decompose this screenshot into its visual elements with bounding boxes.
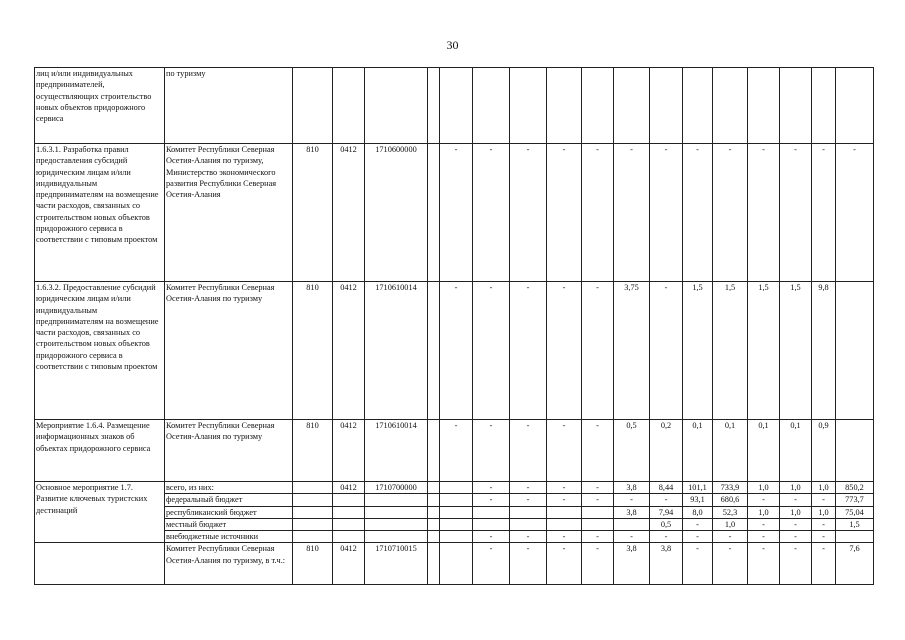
grbs-cell — [293, 531, 333, 543]
program-table — [34, 67, 874, 585]
value-cell: 0,2 — [650, 420, 683, 482]
csr-cell: 1710610014 — [365, 420, 428, 482]
value-cell: - — [547, 144, 582, 282]
value-cell — [440, 518, 473, 530]
spacer-cell — [428, 144, 440, 282]
executor-cell: по туризму — [165, 68, 293, 144]
value-cell: 1,5 — [780, 282, 812, 420]
executor-cell: внебюджетные источники — [165, 531, 293, 543]
rzpr-cell: 0412 — [333, 420, 365, 482]
value-cell: 0,1 — [683, 420, 713, 482]
value-cell: 8,0 — [683, 506, 713, 518]
value-cell: - — [510, 543, 547, 585]
value-cell — [836, 531, 874, 543]
value-cell: - — [510, 531, 547, 543]
value-cell: 52,3 — [713, 506, 748, 518]
value-cell — [440, 494, 473, 506]
value-cell — [547, 518, 582, 530]
value-cell: - — [780, 144, 812, 282]
value-cell: - — [650, 494, 683, 506]
value-cell — [440, 482, 473, 494]
table-row — [35, 420, 874, 482]
value-cell: 1,0 — [713, 518, 748, 530]
value-cell: - — [582, 494, 614, 506]
grbs-cell — [293, 518, 333, 530]
value-cell: - — [473, 420, 510, 482]
value-cell — [836, 282, 874, 420]
value-cell: 1,0 — [812, 506, 836, 518]
grbs-cell: 810 — [293, 543, 333, 585]
csr-cell — [365, 494, 428, 506]
value-cell: - — [748, 494, 780, 506]
value-cell: 680,6 — [713, 494, 748, 506]
value-cell: - — [683, 518, 713, 530]
value-cell — [510, 518, 547, 530]
value-cell: - — [582, 482, 614, 494]
value-cell: - — [473, 494, 510, 506]
grbs-cell: 810 — [293, 420, 333, 482]
rzpr-cell — [333, 494, 365, 506]
value-cell — [836, 420, 874, 482]
executor-cell: местный бюджет — [165, 518, 293, 530]
value-cell: - — [683, 543, 713, 585]
value-cell: 1,5 — [713, 282, 748, 420]
value-cell — [582, 506, 614, 518]
value-cell: - — [812, 518, 836, 530]
value-cell: - — [780, 531, 812, 543]
rzpr-cell: 0412 — [333, 543, 365, 585]
event-name-cell: лиц и/или индивидуальных предпринимателей, осуществляющих строительство новых объектов придорожного сервиса — [35, 68, 165, 144]
value-cell: - — [780, 543, 812, 585]
value-cell: - — [780, 494, 812, 506]
value-cell — [614, 68, 650, 144]
table-row — [35, 282, 874, 420]
value-cell: 1,0 — [748, 482, 780, 494]
value-cell — [547, 506, 582, 518]
value-cell: - — [582, 282, 614, 420]
csr-cell: 1710610014 — [365, 282, 428, 420]
value-cell — [547, 68, 582, 144]
rzpr-cell — [333, 506, 365, 518]
rzpr-cell: 0412 — [333, 282, 365, 420]
value-cell: - — [650, 282, 683, 420]
value-cell: 3,8 — [614, 506, 650, 518]
value-cell: - — [650, 144, 683, 282]
value-cell — [510, 506, 547, 518]
value-cell: - — [582, 144, 614, 282]
value-cell: - — [836, 144, 874, 282]
executor-cell: Комитет Республики Северная Осетия-Алания по туризму — [165, 420, 293, 482]
value-cell: - — [510, 282, 547, 420]
executor-cell: федеральный бюджет — [165, 494, 293, 506]
executor-cell: Комитет Республики Северная Осетия-Алания по туризму, в т.ч.: — [165, 543, 293, 585]
value-cell — [650, 68, 683, 144]
spacer-cell — [428, 518, 440, 530]
value-cell — [473, 506, 510, 518]
value-cell — [713, 68, 748, 144]
value-cell: 1,5 — [836, 518, 874, 530]
value-cell: 1,0 — [812, 482, 836, 494]
value-cell — [683, 68, 713, 144]
value-cell: 3,8 — [614, 543, 650, 585]
value-cell: - — [510, 420, 547, 482]
value-cell: - — [812, 144, 836, 282]
value-cell: - — [510, 494, 547, 506]
executor-cell: Комитет Республики Северная Осетия-Алания по туризму, Министерство экономического развития Республики Северная Осетия-Алания — [165, 144, 293, 282]
csr-cell: 1710700000 — [365, 482, 428, 494]
value-cell: - — [473, 531, 510, 543]
value-cell: - — [614, 531, 650, 543]
grbs-cell — [293, 68, 333, 144]
value-cell: 0,5 — [614, 420, 650, 482]
value-cell: - — [614, 494, 650, 506]
value-cell: - — [812, 543, 836, 585]
value-cell — [440, 68, 473, 144]
csr-cell — [365, 518, 428, 530]
spacer-cell — [428, 506, 440, 518]
value-cell: 1,0 — [748, 506, 780, 518]
value-cell: - — [473, 482, 510, 494]
value-cell — [836, 68, 874, 144]
value-cell — [473, 518, 510, 530]
value-cell: - — [547, 482, 582, 494]
value-cell: - — [713, 543, 748, 585]
value-cell — [812, 68, 836, 144]
csr-cell: 1710600000 — [365, 144, 428, 282]
csr-cell — [365, 68, 428, 144]
value-cell: 733,9 — [713, 482, 748, 494]
value-cell: 3,8 — [614, 482, 650, 494]
value-cell — [440, 506, 473, 518]
value-cell: 7,94 — [650, 506, 683, 518]
value-cell — [473, 68, 510, 144]
value-cell: - — [748, 543, 780, 585]
event-name-cell: 1.6.3.2. Предоставление субсидий юридическим лицам и/или индивидуальным предпринимателям на возмещение части расходов, связанных со строительством новых объектов придорожного сервиса в соответствии с типовым проектом — [35, 282, 165, 420]
executor-cell: республиканский бюджет — [165, 506, 293, 518]
grbs-cell — [293, 506, 333, 518]
spacer-cell — [428, 531, 440, 543]
grbs-cell — [293, 482, 333, 494]
rzpr-cell — [333, 518, 365, 530]
value-cell: 3,75 — [614, 282, 650, 420]
grbs-cell — [293, 494, 333, 506]
value-cell: - — [713, 531, 748, 543]
value-cell: - — [748, 531, 780, 543]
value-cell: 9,8 — [812, 282, 836, 420]
rzpr-cell — [333, 68, 365, 144]
value-cell: 773,7 — [836, 494, 874, 506]
spacer-cell — [428, 543, 440, 585]
value-cell: - — [547, 494, 582, 506]
value-cell: - — [582, 543, 614, 585]
value-cell: - — [510, 144, 547, 282]
value-cell: - — [547, 282, 582, 420]
value-cell: - — [440, 144, 473, 282]
value-cell: 0,1 — [780, 420, 812, 482]
table-row — [35, 543, 874, 585]
page-number: 30 — [446, 38, 459, 52]
csr-cell: 1710710015 — [365, 543, 428, 585]
value-cell: - — [440, 282, 473, 420]
value-cell: 0,1 — [748, 420, 780, 482]
value-cell: 1,0 — [780, 482, 812, 494]
value-cell — [780, 68, 812, 144]
value-cell: - — [547, 420, 582, 482]
event-name-cell: Мероприятие 1.6.4. Размещение информационных знаков об объектах придорожного сервиса — [35, 420, 165, 482]
value-cell: - — [440, 420, 473, 482]
value-cell — [440, 543, 473, 585]
value-cell: - — [582, 531, 614, 543]
value-cell: 8,44 — [650, 482, 683, 494]
value-cell: 1,5 — [683, 282, 713, 420]
value-cell: 101,1 — [683, 482, 713, 494]
value-cell — [440, 531, 473, 543]
value-cell — [748, 68, 780, 144]
event-name-cell: Основное мероприятие 1.7. Развитие ключевых туристских дестинаций — [35, 482, 165, 543]
value-cell: - — [650, 531, 683, 543]
value-cell: - — [713, 144, 748, 282]
csr-cell — [365, 506, 428, 518]
value-cell: 1,0 — [780, 506, 812, 518]
csr-cell — [365, 531, 428, 543]
value-cell: - — [683, 144, 713, 282]
value-cell: - — [473, 282, 510, 420]
value-cell: 7,6 — [836, 543, 874, 585]
value-cell: 93,1 — [683, 494, 713, 506]
value-cell: - — [812, 494, 836, 506]
executor-cell: Комитет Республики Северная Осетия-Алания по туризму — [165, 282, 293, 420]
value-cell: - — [614, 144, 650, 282]
value-cell: 0,5 — [650, 518, 683, 530]
value-cell: - — [748, 518, 780, 530]
value-cell — [582, 68, 614, 144]
value-cell: - — [473, 144, 510, 282]
spacer-cell — [428, 494, 440, 506]
value-cell: - — [683, 531, 713, 543]
executor-cell: всего, из них: — [165, 482, 293, 494]
value-cell: 3,8 — [650, 543, 683, 585]
rzpr-cell: 0412 — [333, 482, 365, 494]
grbs-cell: 810 — [293, 144, 333, 282]
value-cell — [582, 518, 614, 530]
spacer-cell — [428, 68, 440, 144]
value-cell: - — [780, 518, 812, 530]
rzpr-cell — [333, 531, 365, 543]
grbs-cell: 810 — [293, 282, 333, 420]
value-cell — [614, 518, 650, 530]
table-row — [35, 144, 874, 282]
event-name-cell — [35, 543, 165, 585]
value-cell: 1,5 — [748, 282, 780, 420]
value-cell: - — [547, 543, 582, 585]
value-cell: - — [473, 543, 510, 585]
spacer-cell — [428, 420, 440, 482]
spacer-cell — [428, 482, 440, 494]
table-row — [35, 68, 874, 144]
value-cell: - — [582, 420, 614, 482]
spacer-cell — [428, 282, 440, 420]
value-cell: - — [510, 482, 547, 494]
value-cell: - — [547, 531, 582, 543]
value-cell — [510, 68, 547, 144]
event-name-cell: 1.6.3.1. Разработка правил предоставления субсидий юридическим лицам и/или индивидуальным предпринимателям на возмещение части расходов, связанных со строительством новых объектов придорожного сервиса в соответствии с типовым проектом — [35, 144, 165, 282]
value-cell: 0,1 — [713, 420, 748, 482]
table-row — [35, 482, 874, 494]
value-cell: 75,04 — [836, 506, 874, 518]
value-cell: 0,9 — [812, 420, 836, 482]
value-cell: 850,2 — [836, 482, 874, 494]
value-cell: - — [748, 144, 780, 282]
value-cell: - — [812, 531, 836, 543]
rzpr-cell: 0412 — [333, 144, 365, 282]
